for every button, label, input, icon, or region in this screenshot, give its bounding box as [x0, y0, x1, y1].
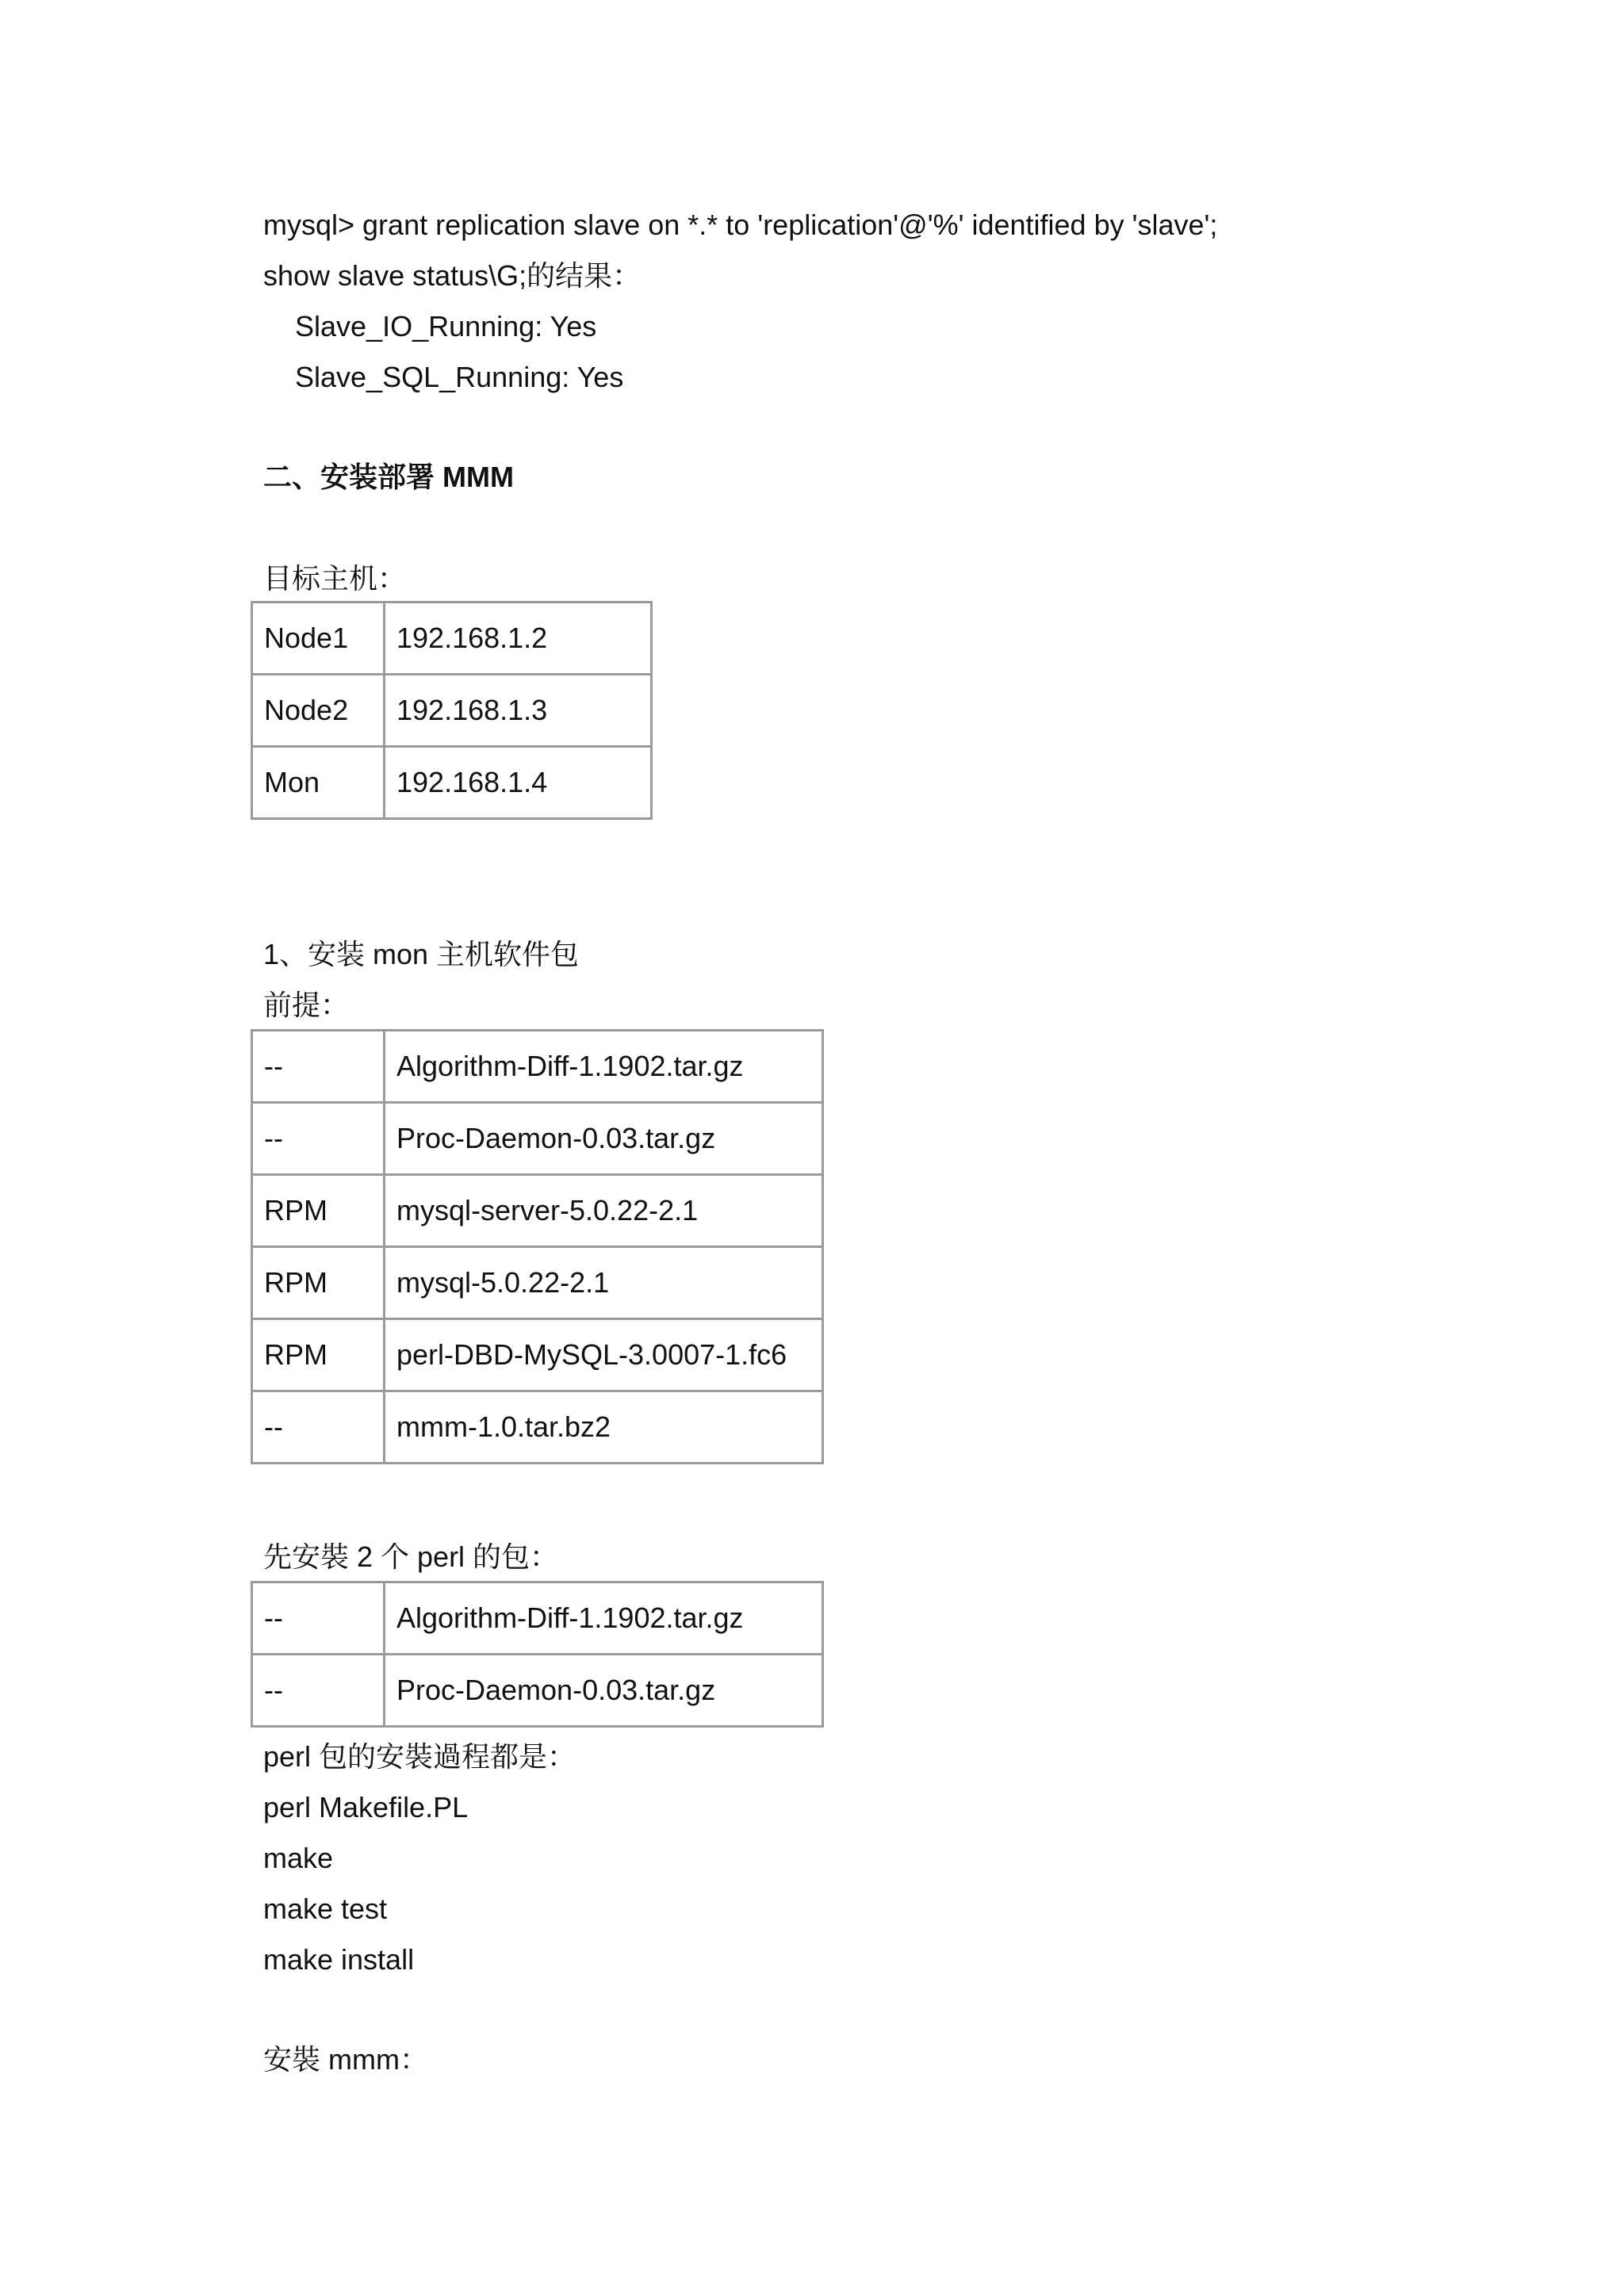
install-command: perl Makefile.PL — [263, 1791, 469, 1823]
table-row — [252, 1031, 823, 1103]
hosts-table — [251, 601, 653, 820]
host-name-cell: Mon — [252, 747, 385, 819]
prereq-label: 前提： — [263, 989, 350, 1021]
host-name-cell: Node1 — [252, 603, 385, 675]
table-row — [252, 603, 652, 675]
table-row — [252, 675, 652, 747]
table-row — [252, 747, 652, 819]
package-name-cell: mysql-server-5.0.22-2.1 — [385, 1175, 823, 1247]
package-name-cell: Algorithm-Diff-1.1902.tar.gz — [385, 1582, 823, 1655]
host-name-cell: Node2 — [252, 675, 385, 747]
intro-line: show slave status\G;的结果： — [263, 259, 642, 292]
status-line: Slave_SQL_Running: Yes — [295, 361, 624, 393]
prereq-packages-table — [251, 1029, 824, 1464]
package-type-cell: RPM — [252, 1175, 385, 1247]
step1-heading: 1、安装 mon 主机软件包 — [263, 938, 580, 970]
host-ip-cell: 192.168.1.2 — [385, 603, 652, 675]
table-row — [252, 1319, 823, 1391]
package-name-cell: perl-DBD-MySQL-3.0007-1.fc6 — [385, 1319, 823, 1391]
package-type-cell: RPM — [252, 1319, 385, 1391]
install-command: make — [263, 1842, 334, 1874]
package-name-cell: mysql-5.0.22-2.1 — [385, 1247, 823, 1319]
package-name-cell: Proc-Daemon-0.03.tar.gz — [385, 1655, 823, 1727]
package-name-cell: Proc-Daemon-0.03.tar.gz — [385, 1103, 823, 1175]
hosts-label: 目标主机： — [263, 562, 407, 595]
host-ip-cell: 192.168.1.3 — [385, 675, 652, 747]
table-row — [252, 1391, 823, 1464]
table-row — [252, 1582, 823, 1655]
host-ip-cell: 192.168.1.4 — [385, 747, 652, 819]
perl-packages-table — [251, 1581, 824, 1728]
table-row — [252, 1247, 823, 1319]
table-row — [252, 1175, 823, 1247]
package-name-cell: mmm-1.0.tar.bz2 — [385, 1391, 823, 1464]
install-command: make test — [263, 1892, 388, 1925]
install-mmm-label: 安裝 mmm： — [263, 2043, 428, 2076]
section-heading: 二、安装部署 MMM — [263, 461, 514, 493]
table-row — [252, 1655, 823, 1727]
intro-line: mysql> grant replication slave on *.* to 'replication'@'%' identified by 'slave'; — [263, 209, 1218, 241]
package-type-cell: -- — [252, 1582, 385, 1655]
install-process-label: perl 包的安裝過程都是： — [263, 1740, 576, 1773]
package-type-cell: -- — [252, 1655, 385, 1727]
status-line: Slave_IO_Running: Yes — [295, 310, 597, 342]
package-type-cell: -- — [252, 1391, 385, 1464]
table-row — [252, 1103, 823, 1175]
package-type-cell: -- — [252, 1103, 385, 1175]
perl-label: 先安裝 2 个 perl 的包： — [263, 1540, 559, 1573]
install-command: make install — [263, 1943, 415, 1976]
package-name-cell: Algorithm-Diff-1.1902.tar.gz — [385, 1031, 823, 1103]
package-type-cell: RPM — [252, 1247, 385, 1319]
package-type-cell: -- — [252, 1031, 385, 1103]
